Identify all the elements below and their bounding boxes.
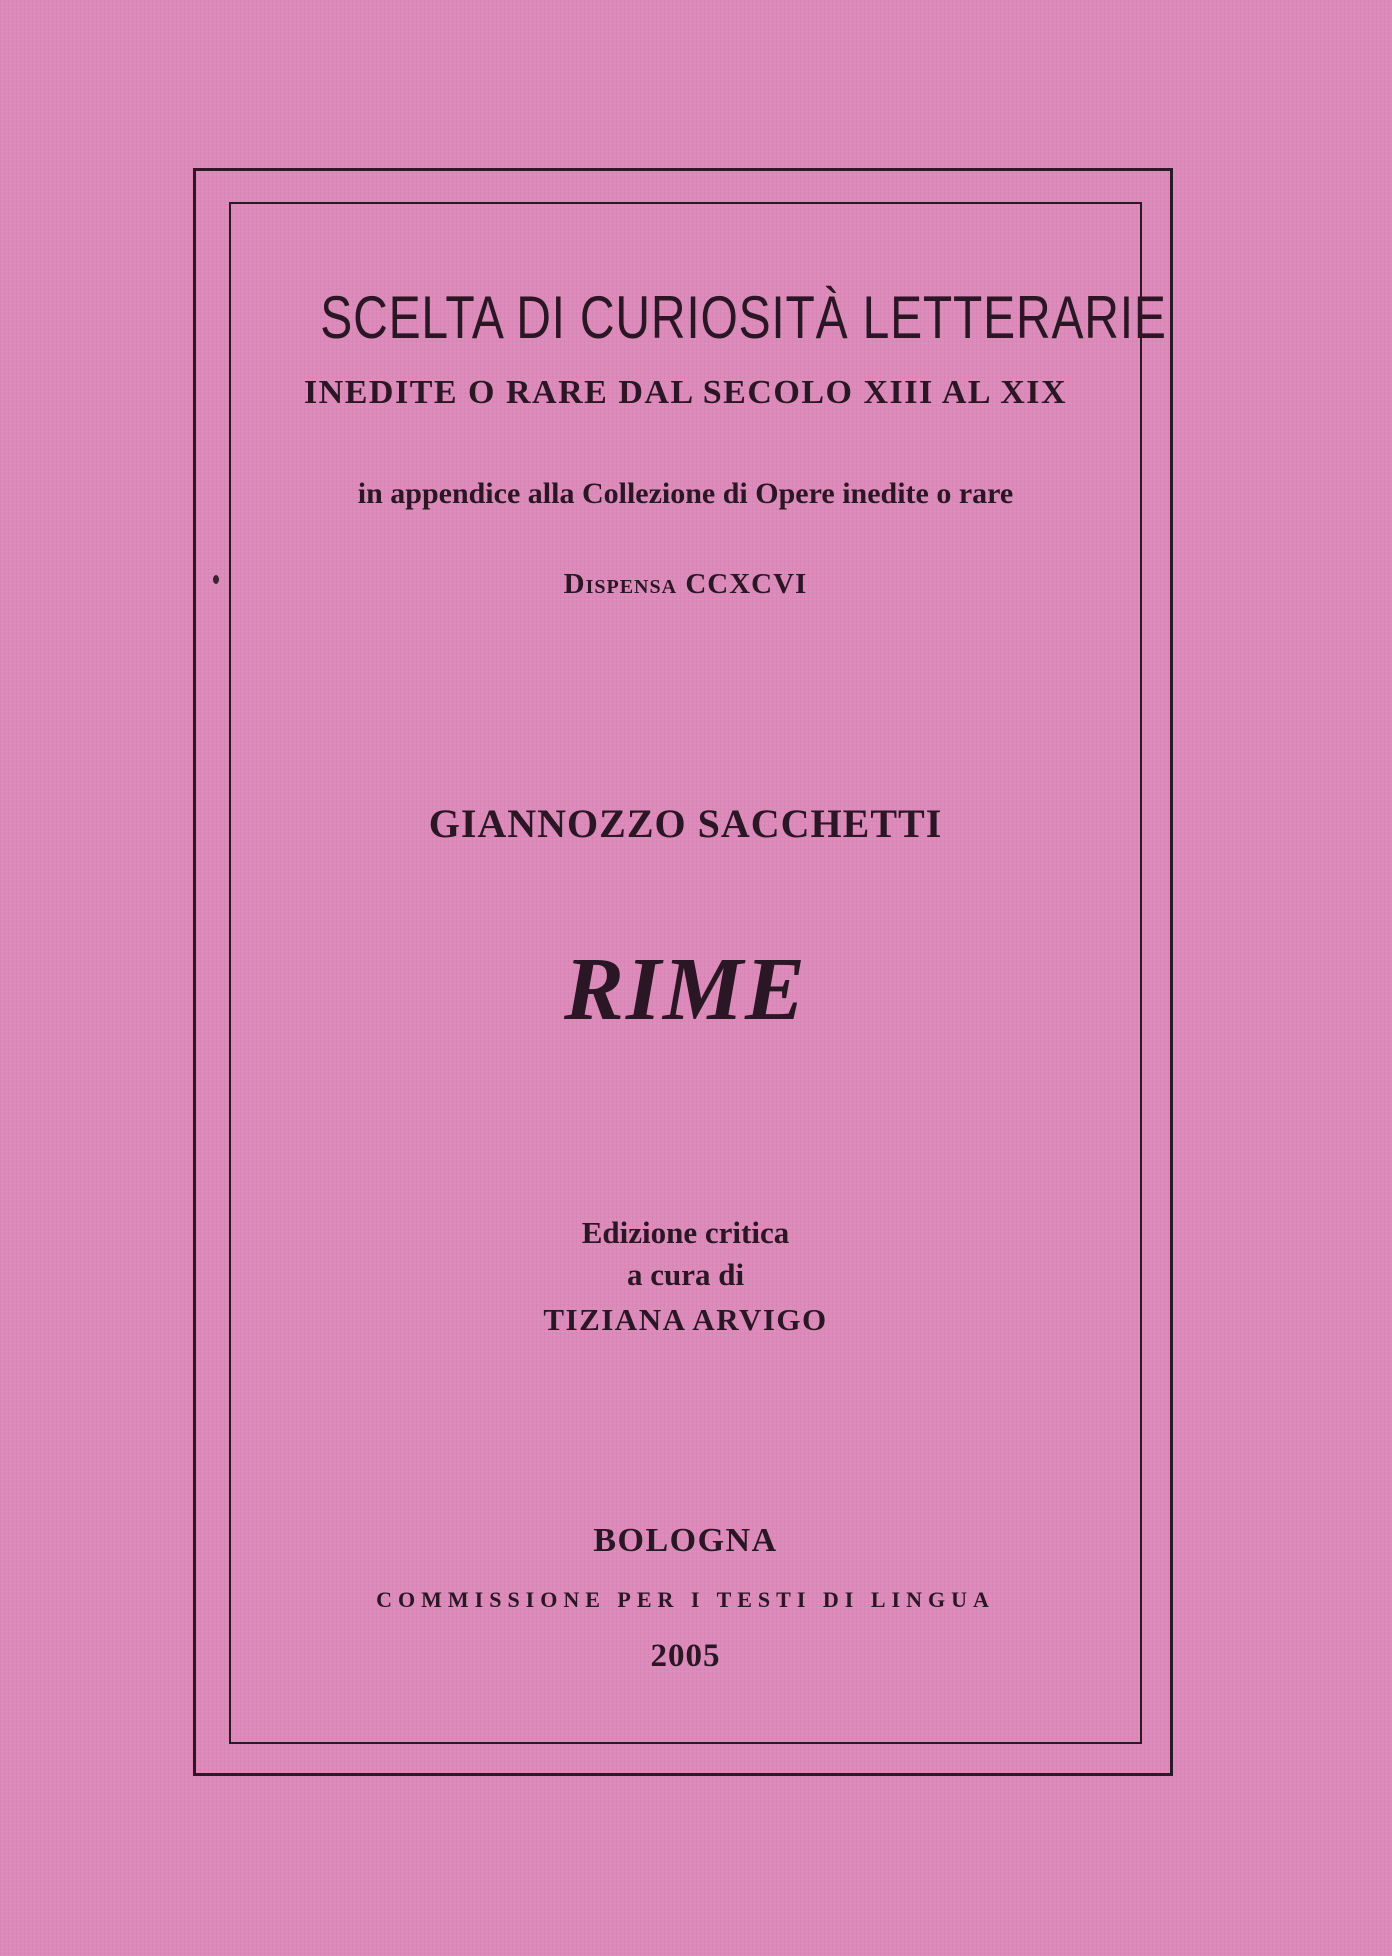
ink-speck	[213, 575, 219, 584]
book-title: RIME	[563, 940, 808, 1039]
series-title: SCELTA DI CURIOSITÀ LETTERARIE	[320, 284, 1167, 351]
curator-name: TIZIANA ARVIGO	[543, 1302, 828, 1337]
edition-label: Edizione critica	[581, 1215, 790, 1250]
series-subtitle: INEDITE O RARE DAL SECOLO XIII AL XIX	[303, 374, 1068, 411]
curator-prefix: a cura di	[626, 1257, 745, 1292]
imprint-year: 2005	[650, 1638, 721, 1674]
book-author: GIANNOZZO SACCHETTI	[428, 801, 943, 846]
imprint-city: BOLOGNA	[593, 1522, 778, 1559]
appendix-note: in appendice alla Collezione di Opere inedite o rare	[357, 477, 1014, 510]
imprint-publisher: COMMISSIONE PER I TESTI DI LINGUA	[376, 1587, 995, 1612]
dispensa-number: Dispensa CCXCVI	[563, 568, 808, 600]
